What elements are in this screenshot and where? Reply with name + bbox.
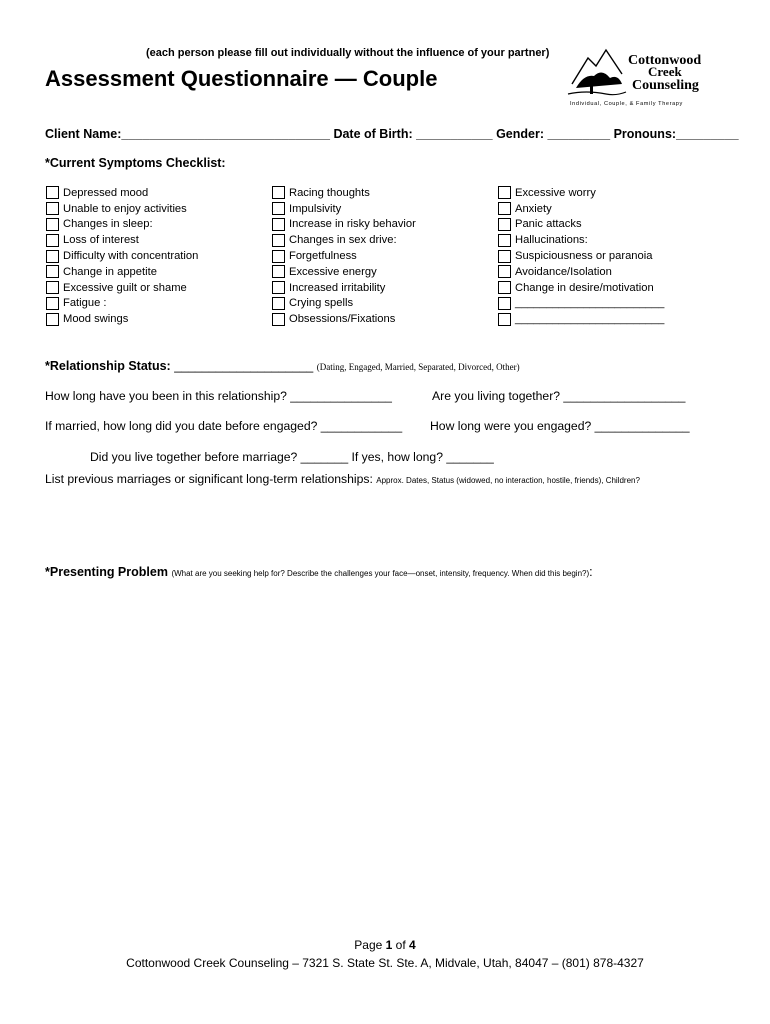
symptom-item[interactable] [498, 311, 664, 327]
presenting-problem-answer-area[interactable] [45, 585, 725, 915]
presenting-problem-hint: (What are you seeking help for? Describe the challenges your face—onset, intensity, frequency. When did this begin?) [171, 569, 590, 578]
symptom-label: Excessive worry [515, 186, 596, 199]
symptom-label: Change in desire/motivation [515, 281, 654, 294]
checkbox[interactable] [498, 186, 511, 199]
page-current: 1 [385, 938, 393, 952]
checkbox[interactable] [498, 281, 511, 294]
symptom-item[interactable] [498, 232, 664, 248]
symptom-item[interactable] [272, 311, 416, 327]
page-number [0, 938, 770, 952]
checkbox[interactable] [498, 250, 511, 263]
symptom-item[interactable] [272, 232, 416, 248]
previous-relationships-answer-area[interactable] [45, 490, 725, 550]
footer-address: Cottonwood Creek Counseling – 7321 S. State St. Ste. A, Midvale, Utah, 84047 – (801) 878-4327 [126, 956, 644, 970]
symptom-item[interactable] [498, 201, 664, 217]
checkbox[interactable] [272, 250, 285, 263]
symptom-label: Forgetfulness [289, 250, 357, 263]
relationship-status-options: (Dating, Engaged, Married, Separated, Divorced, Other) [316, 362, 520, 372]
checkbox[interactable] [498, 202, 511, 215]
page-total: 4 [409, 938, 416, 952]
checkbox[interactable] [272, 281, 285, 294]
relationship-status-line [45, 359, 520, 373]
instruction-text: (each person please fill out individually without the influence of your partner) [146, 47, 550, 59]
checkbox[interactable] [46, 234, 59, 247]
symptoms-column-1 [46, 185, 198, 327]
checkbox[interactable] [272, 313, 285, 326]
checkbox[interactable] [46, 297, 59, 310]
symptom-label: Panic attacks [515, 218, 582, 231]
symptom-label: Anxiety [515, 202, 552, 215]
symptom-other-field[interactable]: ________________________ [515, 313, 665, 326]
symptom-label: Mood swings [63, 313, 129, 326]
symptom-item[interactable] [498, 248, 664, 264]
logo-name-line2: Creek [648, 64, 682, 79]
symptom-label: Impulsivity [289, 202, 342, 215]
symptom-item[interactable] [272, 217, 416, 233]
symptom-item[interactable] [272, 296, 416, 312]
pronouns-label: Pronouns: [613, 127, 677, 141]
symptom-label: Difficulty with concentration [63, 250, 199, 263]
client-name-field[interactable]: ______________________________ [121, 127, 330, 141]
logo-name-line3: Counseling [632, 78, 699, 93]
symptom-label: Racing thoughts [289, 186, 370, 199]
previous-relationships-hint: Approx. Dates, Status (widowed, no interaction, hostile, friends), Children? [376, 476, 640, 485]
symptom-label: Increased irritability [289, 281, 386, 294]
checkbox[interactable] [46, 313, 59, 326]
symptom-item[interactable] [46, 232, 198, 248]
date-before-engaged-question[interactable]: If married, how long did you date before engaged? ____________ [45, 419, 403, 433]
symptom-item[interactable] [272, 201, 416, 217]
client-name-label: Client Name: [45, 127, 122, 141]
symptom-label: Excessive energy [289, 265, 377, 278]
symptom-item[interactable] [272, 185, 416, 201]
checkbox[interactable] [272, 234, 285, 247]
gender-label: Gender: [496, 127, 545, 141]
symptoms-column-3 [498, 185, 664, 327]
checkbox[interactable] [272, 265, 285, 278]
symptom-label: Unable to enjoy activities [63, 202, 187, 215]
cottonwood-creek-logo [566, 44, 716, 110]
pronouns-field[interactable]: _________ [676, 127, 739, 141]
relationship-length-question[interactable]: How long have you been in this relationship? _______________ [45, 389, 392, 403]
symptoms-column-2 [272, 185, 416, 327]
page-title: Assessment Questionnaire — Couple [45, 66, 438, 91]
symptom-item[interactable] [46, 280, 198, 296]
symptom-item[interactable] [46, 185, 198, 201]
checkbox[interactable] [272, 202, 285, 215]
presenting-problem-label: *Presenting Problem [45, 565, 168, 579]
checkbox[interactable] [498, 313, 511, 326]
symptom-item[interactable] [46, 248, 198, 264]
logo-tagline: Individual, Couple, & Family Therapy [570, 101, 683, 107]
relationship-status-label: *Relationship Status: [45, 359, 171, 373]
symptom-item[interactable] [46, 217, 198, 233]
checkbox[interactable] [498, 218, 511, 231]
page-of: of [392, 938, 410, 952]
symptom-item[interactable] [46, 264, 198, 280]
symptom-other-field[interactable]: ________________________ [515, 297, 665, 310]
previous-relationships-line [45, 472, 640, 486]
symptom-item[interactable] [498, 185, 664, 201]
dob-label: Date of Birth: [333, 127, 413, 141]
symptom-item[interactable] [272, 280, 416, 296]
dob-field[interactable]: ___________ [416, 127, 493, 141]
symptom-item[interactable] [498, 264, 664, 280]
symptom-label: Crying spells [289, 297, 354, 310]
presenting-problem-line [45, 565, 593, 579]
symptom-label: Avoidance/Isolation [515, 265, 612, 278]
symptom-item[interactable] [272, 248, 416, 264]
checkbox[interactable] [46, 186, 59, 199]
checkbox[interactable] [498, 234, 511, 247]
symptom-label: Obsessions/Fixations [289, 313, 396, 326]
symptom-item[interactable] [272, 264, 416, 280]
symptom-item[interactable] [498, 296, 664, 312]
checkbox[interactable] [46, 202, 59, 215]
presenting-problem-colon: : [589, 565, 593, 579]
symptom-label: Excessive guilt or shame [63, 281, 187, 294]
symptom-item[interactable] [498, 280, 664, 296]
checkbox[interactable] [272, 218, 285, 231]
checkbox[interactable] [272, 186, 285, 199]
previous-relationships-label: List previous marriages or significant long-term relationships: [45, 472, 373, 486]
symptom-label: Depressed mood [63, 186, 149, 199]
checkbox[interactable] [46, 265, 59, 278]
client-info-line [45, 127, 739, 141]
logo-name-line1: Cottonwood [628, 53, 702, 68]
checkbox[interactable] [272, 297, 285, 310]
checkbox[interactable] [46, 250, 59, 263]
living-together-question[interactable]: Are you living together? __________________ [432, 389, 686, 403]
symptom-item[interactable] [46, 201, 198, 217]
checkbox[interactable] [498, 297, 511, 310]
symptom-label: Fatigue : [63, 297, 107, 310]
symptom-item[interactable] [498, 217, 664, 233]
page-prefix: Page [354, 938, 386, 952]
symptom-label: Loss of interest [63, 234, 139, 247]
symptom-item[interactable] [46, 311, 198, 327]
checkbox[interactable] [46, 218, 59, 231]
checkbox[interactable] [498, 265, 511, 278]
symptom-label: Changes in sleep: [63, 218, 153, 231]
symptom-label: Increase in risky behavior [289, 218, 416, 231]
symptom-label: Hallucinations: [515, 234, 588, 247]
symptom-label: Suspiciousness or paranoia [515, 250, 653, 263]
symptom-label: Changes in sex drive: [289, 234, 397, 247]
live-before-marriage-question[interactable]: Did you live together before marriage? _______ If yes, how long? _______ [90, 450, 494, 464]
symptoms-heading: *Current Symptoms Checklist: [45, 156, 226, 170]
relationship-status-field[interactable]: ____________________ [174, 359, 314, 373]
gender-field[interactable]: _________ [547, 127, 611, 141]
symptom-item[interactable] [46, 296, 198, 312]
symptom-label: Change in appetite [63, 265, 157, 278]
checkbox[interactable] [46, 281, 59, 294]
engaged-length-question[interactable]: How long were you engaged? ______________ [430, 419, 690, 433]
